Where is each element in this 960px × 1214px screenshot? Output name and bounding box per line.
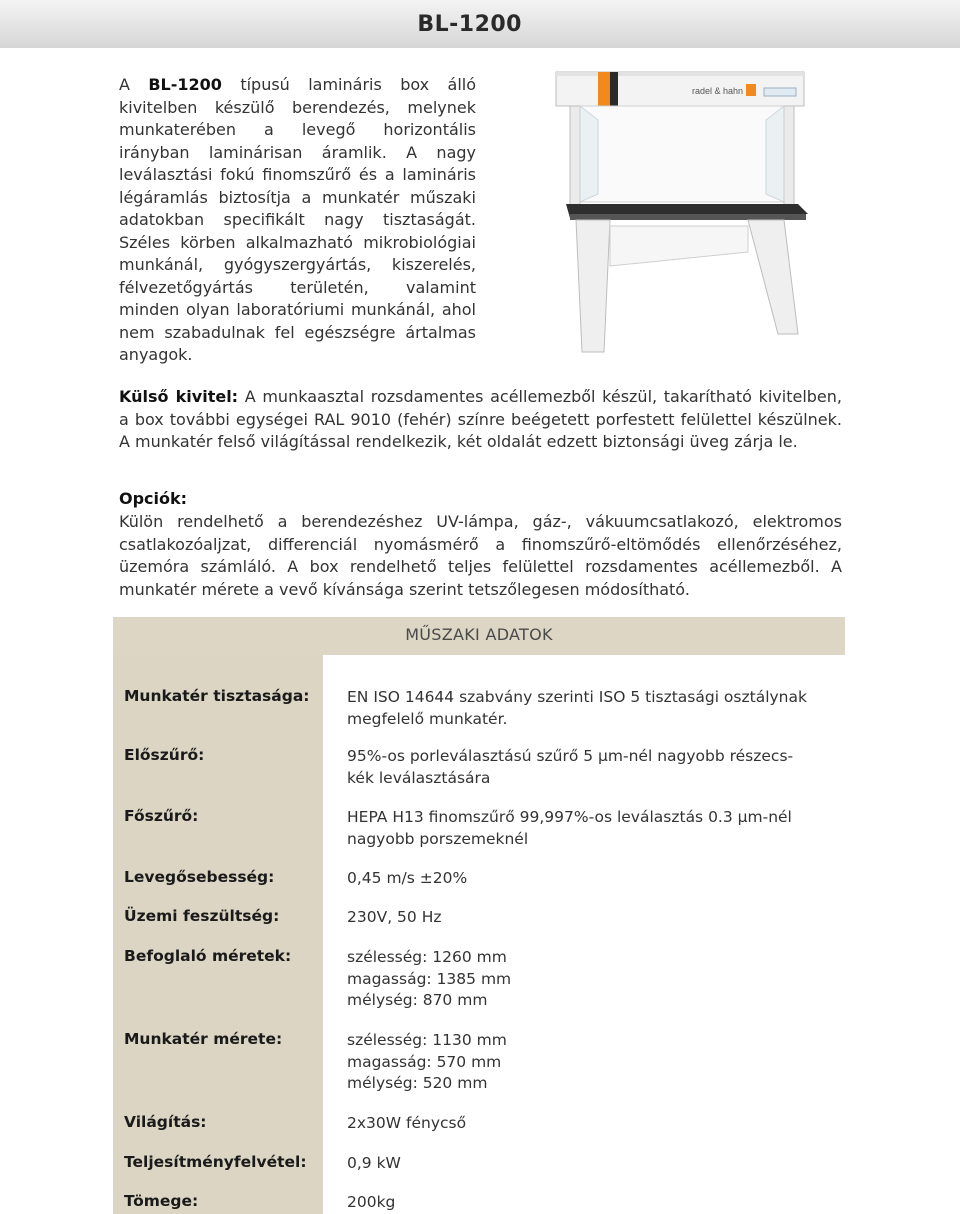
options-paragraph: Külön rendelhető a berendezéshez UV-lámpa, gáz-, vákuumcsatlakozó, elektromos csatlakozóaljzat, differenciál nyomásmérő a finomszűrő-eltömődés ellenőrzéséhez, üzemóra számláló. A box rendelhető teljes felülettel rozsdamentes acéllemezből. A munkatér mérete a vevő kívánsága szerint tetszőlegesen módosítható. (119, 512, 842, 599)
spec-value-line: 2x30W fénycső (347, 1114, 467, 1132)
brand-logo-icon (746, 84, 756, 96)
intro-text: típusú lamináris box álló kivitelben készülő berendezés, melynek munkaterében a levegő horizontális irányban laminárisan áramlik. A nagy leválasztási fokú finomszűrő és a lamináris légáramlás biztosítja a munkatér műszaki adatokban specifikált nagy tisztaságát. Széles körben alkalmazható mikrobiológiai munkánál, gyógyszergyártás, kiszerelés, félvezetőgyártás területén, valamint minden olyan laboratóriumi munkánál, ahol nem szabadulnak fel egészségre ártalmas anyagok. (119, 75, 477, 364)
spec-value-line: HEPA H13 finomszűrő 99,997%-os leválasztás 0.3 µm-nél (347, 808, 792, 826)
spec-value-voltage (347, 907, 840, 929)
spec-label-workspace-size: Munkatér mérete: (124, 1030, 283, 1048)
spec-label-lighting: Világítás: (124, 1113, 207, 1131)
spec-value-cleanliness (347, 687, 840, 730)
spec-value-workspace-size (347, 1030, 840, 1095)
spec-value-overall-dimensions (347, 947, 840, 1012)
spec-value-line: szélesség: 1130 mm (347, 1031, 507, 1049)
spec-label-cleanliness: Munkatér tisztasága: (124, 687, 310, 705)
spec-label-overall-dimensions: Befoglaló méretek: (124, 947, 292, 965)
spec-label-air-velocity: Levegősebesség: (124, 868, 275, 886)
exterior-paragraph (119, 386, 842, 454)
spec-value-line: mélység: 870 mm (347, 991, 488, 1009)
specs-heading: MŰSZAKI ADATOK (405, 625, 553, 644)
spec-value-line: kék leválasztására (347, 768, 491, 787)
spec-value-line: nagyobb porszemeknél (347, 829, 529, 848)
spec-label-weight: Tömege: (124, 1192, 199, 1210)
intro-prefix: A (119, 75, 149, 94)
spec-value-line: mélység: 520 mm (347, 1074, 488, 1092)
spec-value-line: 95%-os porleválasztású szűrő 5 µm-nél nagyobb részecs- (347, 747, 794, 765)
spec-value-power (347, 1153, 840, 1175)
spec-value-line: 230V, 50 Hz (347, 908, 442, 926)
exterior-label: Külső kivitel: (119, 387, 239, 406)
spec-value-line: magasság: 1385 mm (347, 969, 512, 988)
spec-value-mainfilter (347, 807, 840, 850)
page-title: BL-1200 (417, 12, 522, 37)
spec-value-line: magasság: 570 mm (347, 1052, 502, 1071)
spec-value-weight (347, 1192, 840, 1214)
product-image (552, 66, 808, 358)
spec-value-line: 0,45 m/s ±20% (347, 869, 468, 887)
spec-value-air-velocity (347, 868, 840, 890)
control-panel-icon (764, 88, 796, 96)
spec-value-line: 0,9 kW (347, 1154, 401, 1172)
spec-label-mainfilter: Főszűrő: (124, 807, 199, 825)
intro-model: BL-1200 (148, 75, 222, 94)
spec-value-lighting (347, 1113, 840, 1135)
spec-label-voltage: Üzemi feszültség: (124, 907, 280, 925)
spec-label-prefilter: Előszűrő: (124, 746, 205, 764)
spec-label-power: Teljesítményfelvétel: (124, 1153, 307, 1171)
exterior-text: A munkaasztal rozsdamentes acéllemezből készül, takarítható kivitelben, a box további egységei RAL 9010 (fehér) színre beégetett porfestett felülettel készülnek. A munkatér felső világítással rendelkezik, két oldalát edzett biztonsági üveg zárja le. (119, 387, 842, 451)
brand-logo-text: radel & hahn (692, 86, 744, 96)
spec-value-line: szélesség: 1260 mm (347, 948, 507, 966)
spec-value-prefilter (347, 746, 840, 789)
intro-paragraph (119, 74, 476, 367)
spec-value-line: 200kg (347, 1193, 396, 1211)
spec-value-line: megfelelő munkatér. (347, 709, 508, 728)
options-heading: Opciók: (119, 489, 188, 508)
spec-value-line: EN ISO 14644 szabvány szerinti ISO 5 tisztasági osztálynak (347, 688, 807, 706)
